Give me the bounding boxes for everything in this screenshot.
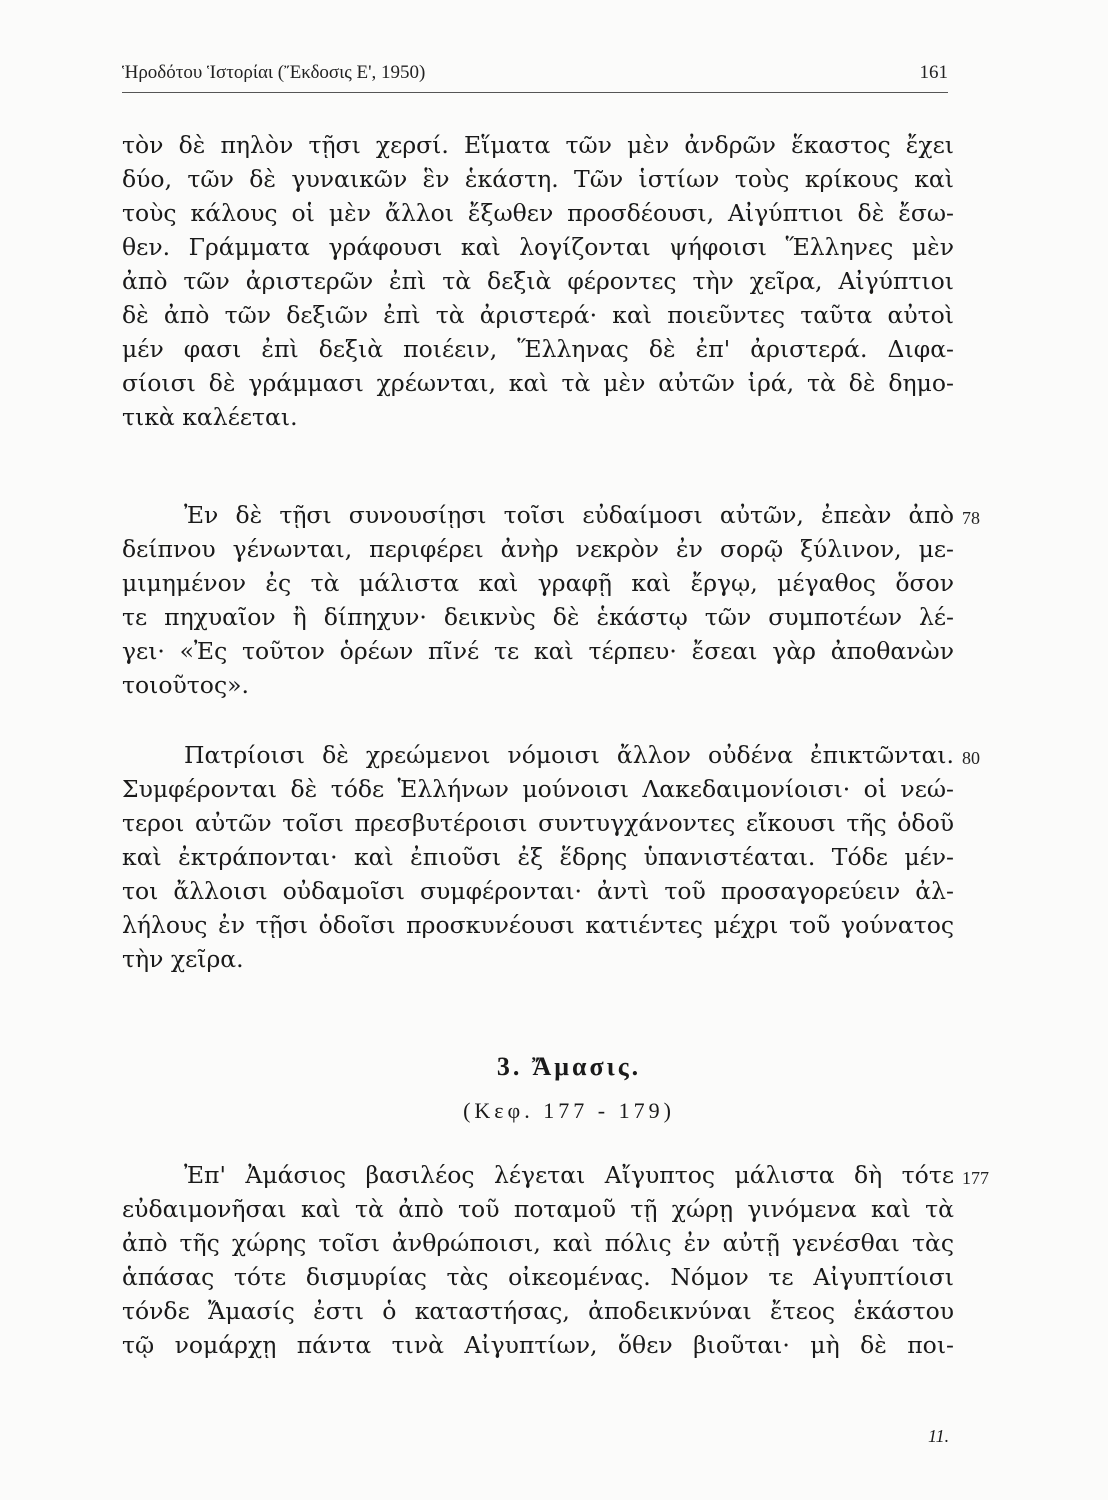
- text-line: τικὰ καλέεται.: [122, 403, 298, 431]
- text-line: δὲ ἀπὸ τῶν δεξιῶν ἐπὶ τὰ ἀριστερά· καὶ ποιεῦντες ταῦτα αὐτοὶ: [122, 301, 954, 329]
- header-rule: [122, 92, 948, 93]
- text-line: τεροι αὐτῶν τοῖσι πρεσβυτέροισι συντυγχάνοντες εἴκουσι τῆς ὁδοῦ: [122, 809, 954, 837]
- paragraph-1: [122, 128, 954, 434]
- page-number: 161: [919, 62, 948, 83]
- section-subtitle: (Κεφ. 177 - 179): [463, 1098, 675, 1123]
- text-line: λήλους ἐν τῇσι ὁδοῖσι προσκυνέουσι κατιέντες μέχρι τοῦ γούνατος: [122, 911, 954, 939]
- text-line: τοὺς κάλους οἱ μὲν ἄλλοι ἔξωθεν προσδέουσι, Αἰγύπτιοι δὲ ἔσω-: [122, 199, 954, 227]
- chapter-number: 80: [962, 748, 980, 768]
- text-line: εὐδαιμονῆσαι καὶ τὰ ἀπὸ τοῦ ποταμοῦ τῇ χώρῃ γινόμενα καὶ τὰ: [122, 1195, 954, 1223]
- text-line: τὸν δὲ πηλὸν τῇσι χερσί. Εἵματα τῶν μὲν ἀνδρῶν ἕκαστος ἔχει: [122, 131, 954, 159]
- section-title: 3. Ἄμασις.: [496, 1052, 642, 1081]
- paragraph-2: [122, 498, 954, 702]
- signature-mark: 11.: [928, 1426, 950, 1446]
- text-line: ἁπάσας τότε δισμυρίας τὰς οἰκεομένας. Νόμον τε Αἰγυπτίοισι: [122, 1263, 954, 1291]
- text-line: τοιοῦτος».: [122, 671, 249, 699]
- text-line: Ἐπ' Ἀμάσιος βασιλέος λέγεται Αἴγυπτος μάλιστα δὴ τότε: [184, 1161, 954, 1189]
- text-line: τε πηχυαῖον ἢ δίπηχυν· δεικνὺς δὲ ἑκάστῳ τῶν συμποτέων λέ-: [122, 603, 954, 631]
- text-line: Ἐν δὲ τῇσι συνουσίῃσι τοῖσι εὐδαίμοσι αὐτῶν, ἐπεὰν ἀπὸ: [184, 501, 954, 529]
- paragraph-4: [122, 1158, 954, 1362]
- text-line: ἀπὸ τῶν ἀριστερῶν ἐπὶ τὰ δεξιὰ φέροντες τὴν χεῖρα, Αἰγύπτιοι: [122, 267, 954, 295]
- text-line: τὴν χεῖρα.: [122, 945, 244, 973]
- text-line: δείπνου γένωνται, περιφέρει ἀνὴρ νεκρὸν ἐν σορῷ ξύλινον, με-: [122, 535, 954, 563]
- text-line: τῷ νομάρχῃ πάντα τινὰ Αἰγυπτίων, ὅθεν βιοῦται· μὴ δὲ ποι-: [122, 1331, 954, 1359]
- paragraph-3: [122, 738, 954, 976]
- text-line: μέν φασι ἐπὶ δεξιὰ ποιέειν, Ἕλληνας δὲ ἐπ' ἀριστερά. Διφα-: [122, 335, 954, 363]
- page-header: [122, 62, 948, 84]
- running-title: Ἡροδότου Ἱστορίαι (Ἔκδοσις Ε', 1950): [122, 62, 426, 83]
- text-line: Πατρίοισι δὲ χρεώμενοι νόμοισι ἄλλον οὐδένα ἐπικτῶνται.: [184, 741, 954, 769]
- text-line: τόνδε Ἄμασίς ἐστι ὁ καταστήσας, ἀποδεικνύναι ἔτεος ἑκάστου: [122, 1297, 954, 1325]
- text-line: καὶ ἐκτράπονται· καὶ ἐπιοῦσι ἐξ ἕδρης ὑπανιστέαται. Τόδε μέν-: [122, 843, 954, 871]
- text-line: ἀπὸ τῆς χώρης τοῖσι ἀνθρώποισι, καὶ πόλις ἐν αὐτῇ γενέσθαι τὰς: [122, 1229, 954, 1257]
- text-line: Συμφέρονται δὲ τόδε Ἑλλήνων μούνοισι Λακεδαιμονίοισι· οἱ νεώ-: [122, 775, 954, 803]
- text-line: μιμημένον ἐς τὰ μάλιστα καὶ γραφῇ καὶ ἔργῳ, μέγαθος ὅσον: [122, 569, 954, 597]
- chapter-number: 177: [962, 1168, 989, 1188]
- text-line: θεν. Γράμματα γράφουσι καὶ λογίζονται ψήφοισι Ἕλληνες μὲν: [122, 233, 954, 261]
- chapter-number: 78: [962, 508, 980, 528]
- text-line: σίοισι δὲ γράμμασι χρέωνται, καὶ τὰ μὲν αὐτῶν ἱρά, τὰ δὲ δημο-: [122, 369, 954, 397]
- text-line: δύο, τῶν δὲ γυναικῶν ἓν ἑκάστη. Τῶν ἱστίων τοὺς κρίκους καὶ: [122, 165, 954, 193]
- text-line: γει· «Ἐς τοῦτον ὁρέων πῖνέ τε καὶ τέρπευ· ἔσεαι γὰρ ἀποθανὼν: [122, 637, 954, 665]
- text-line: τοι ἄλλοισι οὐδαμοῖσι συμφέρονται· ἀντὶ τοῦ προσαγορεύειν ἀλ-: [122, 877, 954, 905]
